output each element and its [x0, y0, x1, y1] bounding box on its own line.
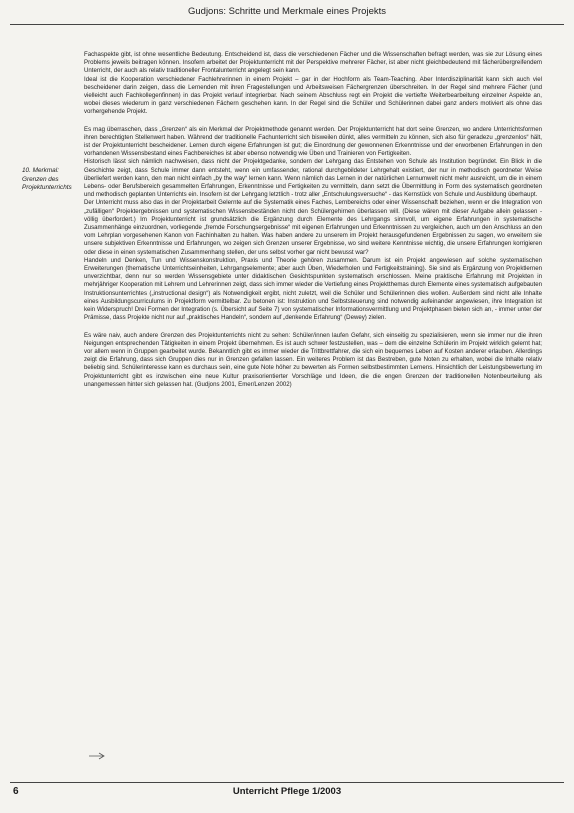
paragraph: Es mag überraschen, dass „Grenzen“ als ein Merkmal der Projektmethode genannt werden. Der Projektunterricht hat dort seine Grenzen, wo andere Unterrichtsformen ihren berechtigten Stellenwert haben. Während der traditionelle Fachunterricht sich bisweilen dünkt, alles vermitteln zu können, sich also für geradezu „grenzenlos“ hält, ist der Projektunterricht bescheidener. Lernen durch eigene Erfahrungen ist gut; die Einordnung der gewonnenen Erkenntnisse und der erworbenen Erfahrungen in den vorhandenen Wissensbestand eines Fachbereiches ist aber ebenso notwendig wie Üben und Trainieren von Fertigkeiten.	[84, 125, 542, 158]
paragraph: Es wäre naiv, auch andere Grenzen des Projektunterrichts nicht zu sehen: Schüler/innen laufen Gefahr, sich einseitig zu spezialisieren, wenn sie immer nur die ihren Neigungen entsprechenden Tätigkeiten in einem Projekt übernehmen. Es ist auch schwer festzustellen, was – dem die einzelne Schülerin im Projekt wirklich gelernt hat; vor allem wenn in Gruppen gearbeitet wurde. Bekanntlich gibt es immer wieder die Trittbrettfahrer, die sich ein bequemes Leben auf Kosten anderer erlauben. Allerdings zeigt die Erfahrung, dass sich Gruppen dies nur in Grenzen gefallen lassen. Ein weiteres Problem ist das Bestreben, gute Noten zu erhalten, wobei die Inhalte relativ beliebig sind. Schülerinteresse kann es durchaus sein, eine gute Note höher zu bewerten als Formen selbstbestimmten Lernens. Hinsichtlich der Leistungsbewertung im Projektunterricht gibt es inzwischen eine neue Kultur praxisorientierter Vorschläge und Ideen, die die engen Grenzen der traditionellen Notenbeurteilung als unangemessen hinter sich gelassen hat. (Gudjons 2001, Emer/Lenzen 2002)	[84, 331, 542, 388]
running-title: Gudjons: Schritte und Merkmale eines Projekts	[187, 6, 386, 17]
journal-issue: Unterricht Pflege 1/2003	[232, 786, 342, 797]
paragraph: Historisch lässt sich nämlich nachweisen, dass nicht der Projektgedanke, sondern der Lehrgang das Entstehen von Schule als Institution begründet. Ein Blick in die Geschichte zeigt, dass Schule immer dann entsteht, wenn ein umfassender, rational durchgebildeter Lehrgehalt existiert, der nur in methodisch geordneter Weise überliefert werden kann, den man nicht einfach „by the way“ lernen kann. Wenn nämlich das Lernen in der natürlichen Lernumwelt nicht mehr ausreicht, um die in einem Lebens- oder Berufsbereich gesammelten Erfahrungen, Erkenntnisse und Fertigkeiten zu vermitteln, dann setzt die Übermittlung in Form des systematisch geordneten und methodisch geplanten Unterrichts ein. Insofern ist der Lehrgang letztlich - trotz aller „Entschulungsversuche“ - das Kernstück von Schule und Ausbildung überhaupt.	[84, 158, 542, 199]
body-text	[84, 51, 542, 389]
margin-note-line: 10. Merkmal:	[22, 167, 59, 174]
header-rule	[10, 24, 564, 25]
margin-note-line: Grenzen des	[22, 175, 59, 183]
page-number: 6	[13, 786, 19, 797]
footer-rule	[10, 782, 564, 783]
margin-note-line: Projektunterrichts	[22, 184, 72, 192]
paragraph: Ideal ist die Kooperation verschiedener Fachlehrerinnen in einem Projekt – gar in der Hochform als Team-Teaching. Aber Interdisziplinarität kann sich auch viel bescheidener darin zeigen, dass die Lernenden mit ihren Fragestellungen und Arbeitsweisen Fächergrenzen überschreiten. In der Regel sind mehrere Fächer (und vielleicht auch Fachkollegenfinnen) in das Projekt verlauf integrierbar. Nach seinem Abschluss regt ein Projekt die vertiefte Weiterbearbeitung einzelner Aspekte an, wobei dieses wiederum in ganz verschiedenen Fächern geschehen kann. In der Regel sind die Schüler und Schülerinnen dabei ganz anders motiviert als ohne das vorhergehende Projekt.	[84, 75, 542, 116]
paragraph: Fachaspekte gibt, ist ohne wesentliche Bedeutung. Entscheidend ist, dass die verschiedenen Fächer und die Wissenschaften befragt werden, was sie zur Lösung eines Problems jeweils beitragen können. Insofern arbeitet der Projektunterricht mit der Perspektive mehrerer Fächer, ist aber nicht gleichbedeutend mit fächerübergreifendem Unterricht, der auch als relativ traditioneller Frontalunterricht angelegt sein kann.	[84, 51, 542, 75]
margin-note	[22, 167, 84, 193]
paragraph: Handeln und Denken, Tun und Wissenskonstruktion, Praxis und Theorie gehören zusammen. Darum ist ein Projekt angewiesen auf solche systematischen Erweiterungen (thematische Unterrichtseinheiten, Lehrgangselemente; aber auch Üben, Wiederholen und Fertigkeitstraining). Sie sind als Ergänzung von Projektlernen unverzichtbar, denn nur so werden Wissensgebiete unter didaktischen Gesichtspunkten systematisch erschlossen. Meine praktische Erfahrung mit Projekten in mehrjähriger Kooperation mit Lehrern und Lehrerinnen zeigt, dass sich immer wieder die Vertiefung eines Projektthemas durch Elemente eines systematisch aufgebauten Instruktionsunterrichtes („instructional design“) als Notwendigkeit ergibt, nicht zuletzt, weil die Schüler und Schülerinnen dies wollen. Außerdem sind nicht alle Inhalte eines Ausbildungscurriculums in Projektform vermittelbar. Zu betonen ist: Instruktion und Selbststeuerung sind notwendig aufeinander angewiesen, ihre Integration ist kein Widerspruch! Drei Formen der Integration (s. Übersicht auf Seite 7) von systematischer Informationsvermittlung und Projektphasen bieten sich an, - immer unter der Prämisse, dass Projekte nicht nur auf „praktisches Handeln“, sondern auf „denkende Erfahrung“ (Dewey) zielen.	[84, 256, 542, 322]
pen-arrow-mark	[88, 752, 106, 760]
paragraph: Der Unterricht muss also das in der Projektarbeit Gelernte auf die Systematik eines Faches, Lernbereichs oder einer Wissenschaft beziehen, wenn er die Integration von „zufälligen“ Projektergebnissen und systematischen Wissensbeständen nicht den Schülergehirnen überlassen will. (Diese wären mit dieser Aufgabe allein gelassen - völlig überfordert.) Im Projektunterricht ist grundsätzlich die Ergänzung durch Elemente des Lehrgangs sinnvoll, um eigene Erfahrungen in systematische Zusammenhänge einzuordnen, vorliegende „fremde Forschungsergebnisse“ mit eigenen Erfahrungen und Erkenntnissen zu vergleichen, auch um den Anschluss an den vom Lehrplan vorgesehenen Kanon von Fachinhalten zu halten. Was haben andere zu unserem im Projekt herausgefundenen Ergebnissen zu sagen, wo erweitern sie unsere subjektiven Erkenntnisse und Erfahrungen, wo zeigen sich Grenzen unserer Ergebnisse, wo sind weitere Kenntnisse wichtig, die unsere Erfahrungen korrigieren oder diese in einen systematischen Zusammenhang stellen, der uns selbst vorher gar nicht bewusst war?	[84, 199, 542, 256]
